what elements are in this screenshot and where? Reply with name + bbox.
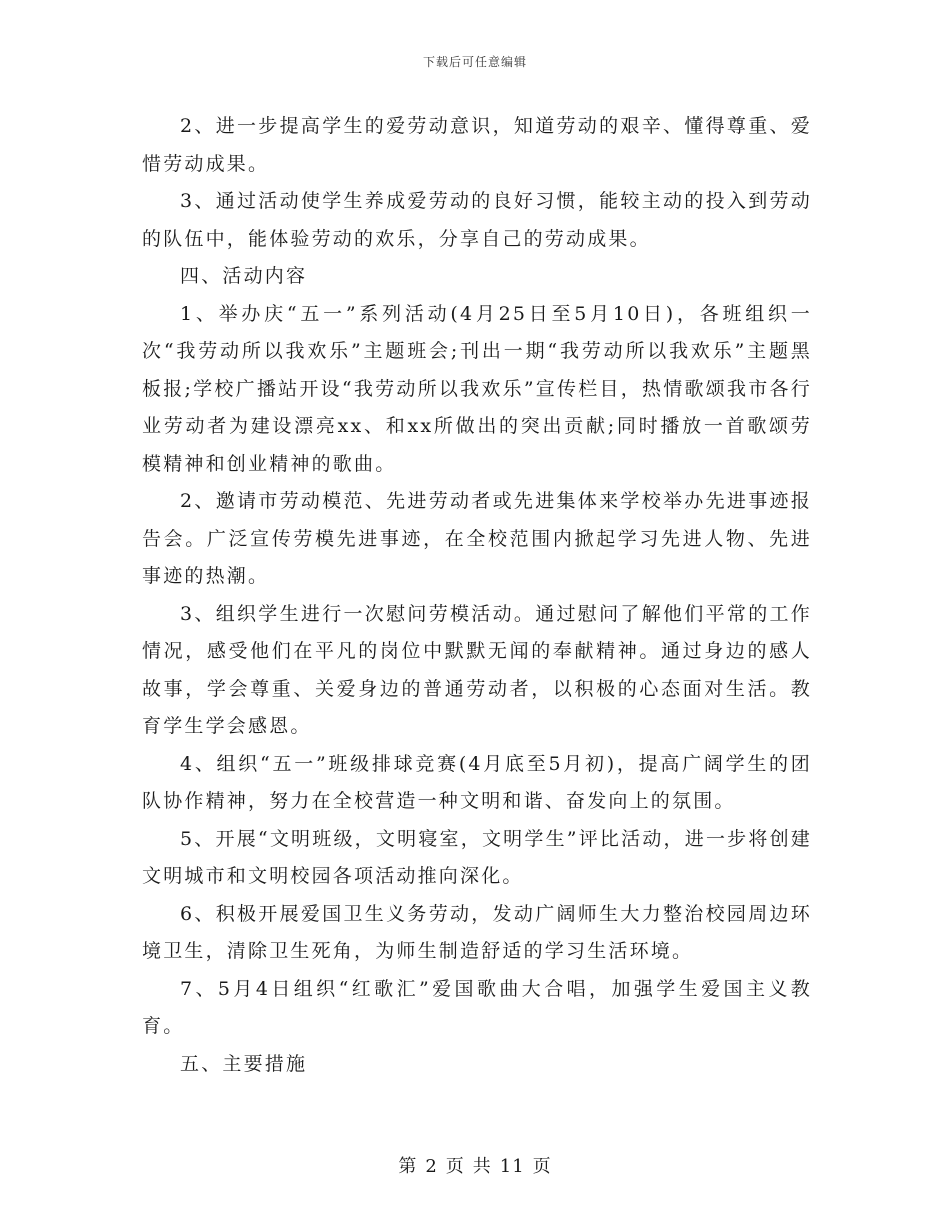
footer-page-prefix: 第 (398, 1156, 418, 1177)
footer-page-number: 2 (425, 1156, 438, 1177)
section-heading-measures: 五、主要措施 (180, 1052, 308, 1075)
paragraph-goal-2: 2、进一步提高学生的爱劳动意识，知道劳动的艰辛、懂得尊重、爱惜劳动成果。 (142, 115, 812, 175)
paragraph-activity-4: 4、组织“五一”班级排球竞赛(4月底至5月初)，提高广阔学生的团队协作精神，努力在全校营造一种文明和谐、奋发向上的氛围。 (142, 752, 812, 812)
header-note: 下载后可任意编辑 (422, 55, 527, 69)
footer-page-mid: 页 (445, 1156, 465, 1177)
paragraph-activity-6: 6、积极开展爱国卫生义务劳动，发动广阔师生大力整治校园周边环境卫生，清除卫生死角，为师生制造舒适的学习生活环境。 (142, 902, 812, 962)
paragraph-goal-3: 3、通过活动使学生养成爱劳动的良好习惯，能较主动的投入到劳动的队伍中，能体验劳动的欢乐，分享自己的劳动成果。 (142, 190, 812, 250)
footer-total-prefix: 共 (472, 1156, 492, 1177)
paragraph-activity-3: 3、组织学生进行一次慰问劳模活动。通过慰问了解他们平常的工作情况，感受他们在平凡的岗位中默默无闻的奉献精神。通过身边的感人故事，学会尊重、关爱身边的普通劳动者，以积极的心态面对生活。教育学生学会感恩。 (142, 602, 812, 737)
footer-total-pages: 11 (499, 1156, 525, 1177)
footer-page-suffix: 页 (532, 1156, 552, 1177)
document-body (142, 108, 812, 1083)
paragraph-activity-7: 7、5月4日组织“红歌汇”爱国歌曲大合唱，加强学生爱国主义教育。 (142, 977, 812, 1037)
paragraph-activity-2: 2、邀请市劳动模范、先进劳动者或先进集体来学校举办先进事迹报告会。广泛宣传劳模先进事迹，在全校范围内掀起学习先进人物、先进事迹的热潮。 (142, 490, 812, 587)
section-heading-activities: 四、活动内容 (180, 265, 308, 287)
paragraph-activity-1: 1、举办庆“五一”系列活动(4月25日至5月10日)，各班组织一次“我劳动所以我欢乐”主题班会;刊出一期“我劳动所以我欢乐”主题黑板报;学校广播站开设“我劳动所以我欢乐”宣传栏目，热情歌颂我市各行业劳动者为建设漂亮xx、和xx所做出的突出贡献;同时播放一首歌颂劳模精神和创业精神的歌曲。 (142, 302, 812, 475)
paragraph-activity-5: 5、开展“文明班级，文明寝室，文明学生”评比活动，进一步将创建文明城市和文明校园各项活动推向深化。 (142, 827, 812, 887)
page-footer (0, 1152, 950, 1178)
